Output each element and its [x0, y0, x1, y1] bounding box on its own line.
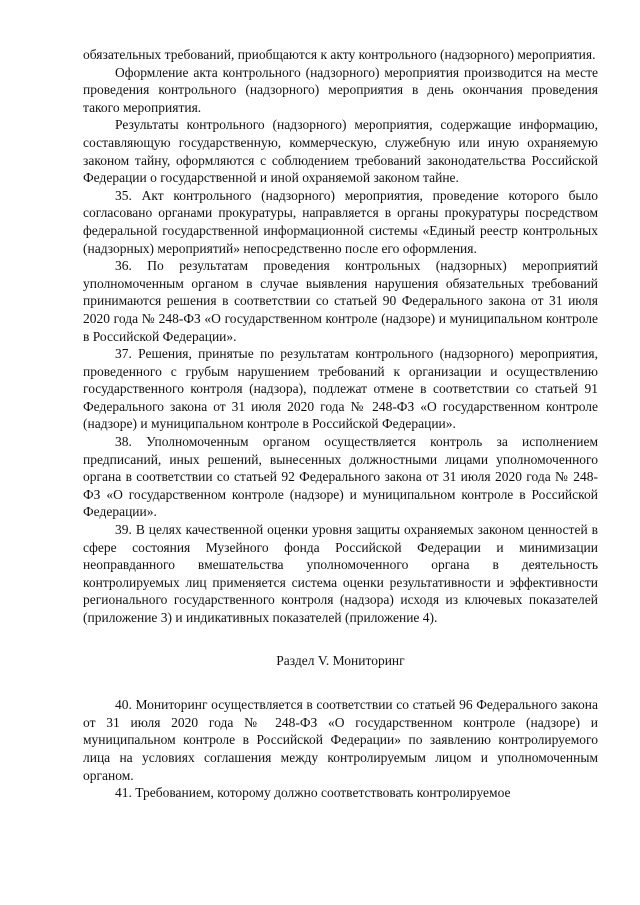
paragraph-36: 36. По результатам проведения контрольных (надзорных) мероприятий уполномоченным органом в случае выявления нарушения обязательных требований принимаются решения в соответствии со статьей 90 Федерального закона от 31 июля 2020 года № 248-ФЗ «О государственном контроле (надзоре) и муниципальном контроле в Российской Федерации».: [83, 258, 598, 344]
paragraph-act-execution: Оформление акта контрольного (надзорного) мероприятия производится на месте проведения контрольного (надзорного) мероприятия в день окончания проведения такого мероприятия.: [83, 64, 598, 115]
paragraph-38: 38. Уполномоченным органом осуществляется контроль за исполнением предписаний, иных решений, вынесенных должностными лицами уполномоченного органа в соответствии со статьей 92 Федерального закона от 31 июля 2020 года № 248-ФЗ «О государственном контроле (надзоре) и муниципальном контроле в Российской Федерации».: [83, 434, 598, 520]
paragraph-35: 35. Акт контрольного (надзорного) мероприятия, проведение которого было согласовано органами прокуратуры, направляется в органы прокуратуры посредством федеральной государственной информационной системы «Единый реестр контрольных (надзорных) мероприятий» непосредственно после его оформления.: [83, 187, 598, 256]
paragraph-41: 41. Требованием, которому должно соответствовать контролируемое: [115, 785, 511, 801]
paragraph-37: 37. Решения, принятые по результатам контрольного (надзорного) мероприятия, проведенного с грубым нарушением требований к организации и осуществлению государственного контроля (надзора), подлежат отмене в соответствии со статьей 91 Федерального закона от 31 июля 2020 года № 248-ФЗ «О государственном контроле (надзоре) и муниципальном контроле в Российской Федерации».: [83, 346, 598, 432]
paragraph-39: 39. В целях качественной оценки уровня защиты охраняемых законом ценностей в сфере состояния Музейного фонда Российской Федерации и минимизации неоправданного вмешательства уполномоченного органа в деятельность контролируемых лиц применяется система оценки результативности и эффективности регионального государственного контроля (надзора) исходя из ключевых показателей (приложение 3) и индикативных показателей (приложение 4).: [83, 522, 598, 625]
paragraph-secret-info: Результаты контрольного (надзорного) мероприятия, содержащие информацию, составляющую государственную, коммерческую, служебную или иную охраняемую законом тайну, оформляются с соблюдением требований законодательства Российской Федерации о государственной и иной охраняемой законом тайне.: [83, 117, 598, 186]
paragraph-40: 40. Мониторинг осуществляется в соответствии со статьей 96 Федерального закона от 31 июля 2020 года № 248-ФЗ «О государственном контроле (надзоре) и муниципальном контроле в Российской Федерации» по заявлению контролируемого лица на условиях соглашения между контролируемым лицом и уполномоченным органом.: [83, 697, 598, 783]
section-heading: Раздел V. Мониторинг: [276, 652, 405, 668]
paragraph-continuation: обязательных требований, приобщаются к акту контрольного (надзорного) мероприятия.: [83, 47, 596, 62]
